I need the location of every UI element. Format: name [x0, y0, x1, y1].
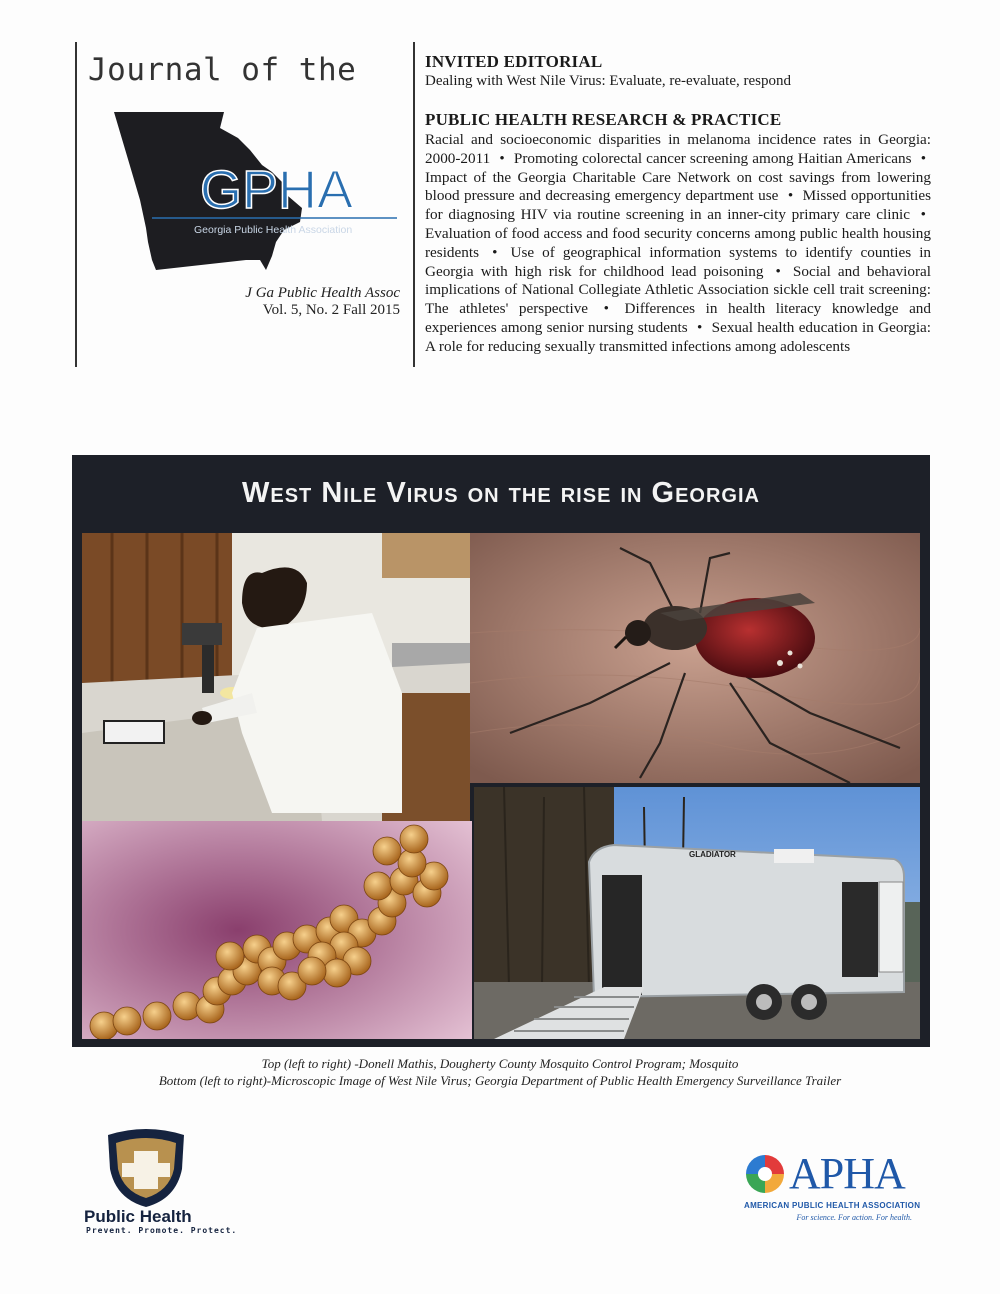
gpha-logo — [112, 110, 402, 275]
article-separator: • — [787, 187, 794, 205]
article-separator: • — [920, 206, 926, 224]
svg-text:GPHA: GPHA — [200, 160, 354, 220]
apha-full-name: AMERICAN PUBLIC HEALTH ASSOCIATION — [744, 1201, 921, 1210]
citation-journal: J Ga Public Health Assoc — [245, 285, 400, 301]
figure-caption — [0, 1055, 1000, 1089]
lab-photo — [82, 533, 470, 821]
section-heading-editorial: INVITED EDITORIAL — [425, 52, 603, 71]
virion — [373, 837, 401, 865]
article-title: Missed opportunities for diagnosing HIV via routine screening in an inner-city primary care clinic — [425, 187, 932, 224]
table-of-contents — [425, 52, 931, 357]
trailer-photo — [474, 787, 920, 1039]
center-rule — [413, 42, 415, 367]
article-list — [425, 131, 931, 357]
editorial-article: Dealing with West Nile Virus: Evaluate, re-evaluate, respond — [425, 73, 791, 89]
caption-line-top: Top (left to right) -Donell Mathis, Dougherty County Mosquito Control Program; Mosquito — [261, 1056, 739, 1071]
article-title: Promoting colorectal cancer screening among Haitian Americans — [513, 149, 912, 167]
virion — [364, 872, 392, 900]
article-title: Racial and socioeconomic disparities in melanoma incidence rates in Georgia: 2000-2011 — [425, 131, 931, 167]
citation — [245, 285, 400, 319]
virion — [400, 825, 428, 853]
article-separator: • — [697, 318, 703, 336]
article-separator: • — [499, 149, 505, 167]
virion — [113, 1007, 141, 1035]
journal-title: Journal of the — [88, 52, 357, 88]
apha-name: APHA — [789, 1149, 905, 1198]
poster — [72, 455, 930, 1047]
left-rule — [75, 42, 77, 367]
section-heading-research: PUBLIC HEALTH RESEARCH & PRACTICE — [425, 110, 782, 129]
article-separator: • — [492, 243, 498, 261]
svg-text:GLADIATOR: GLADIATOR — [689, 850, 736, 859]
article-title: Impact of the Georgia Charitable Care Network on cost savings from lowering blood pressure and decreasing emergency department use — [425, 168, 931, 205]
virus-micrograph — [82, 821, 472, 1039]
public-health-name: Public Health — [84, 1207, 192, 1226]
mosquito-photo — [470, 533, 920, 783]
article-title: Sexual health education in Georgia: A role for reducing sexually transmitted infections among adolescents — [425, 318, 932, 355]
article-title: Evaluation of food access and food security concerns among public health housing residents — [425, 224, 931, 261]
poster-title: West Nile Virus on the rise in Georgia — [242, 477, 760, 509]
article-separator: • — [775, 262, 781, 280]
apha-pinwheel-icon — [744, 1153, 786, 1195]
virion — [216, 942, 244, 970]
virion — [143, 1002, 171, 1030]
svg-text:Georgia Public Health Associat: Georgia Public Health Association — [194, 224, 353, 236]
article-title: Use of geographical information systems to identify counties in Georgia with high risk for childhood lead poisoning — [425, 243, 932, 280]
article-title: Social and behavioral implications of National Collegiate Athletic Association sickle cell trait screening: The athletes' perspective — [425, 262, 932, 318]
apha-tagline: For science. For action. For health. — [796, 1213, 912, 1222]
caption-line-bottom: Bottom (left to right)-Microscopic Image of West Nile Virus; Georgia Department of Public Health Emergency Surveillance Trailer — [158, 1073, 842, 1088]
citation-volume: Vol. 5, No. 2 Fall 2015 — [262, 302, 400, 318]
article-title: Differences in health literacy knowledge and experiences among senior nursing students — [425, 300, 931, 336]
article-separator: • — [920, 149, 927, 167]
virion — [323, 959, 351, 987]
virion — [298, 957, 326, 985]
public-health-tagline: Prevent. Promote. Protect. — [86, 1226, 238, 1235]
article-separator: • — [603, 300, 609, 318]
georgia-map-icon — [112, 110, 402, 275]
